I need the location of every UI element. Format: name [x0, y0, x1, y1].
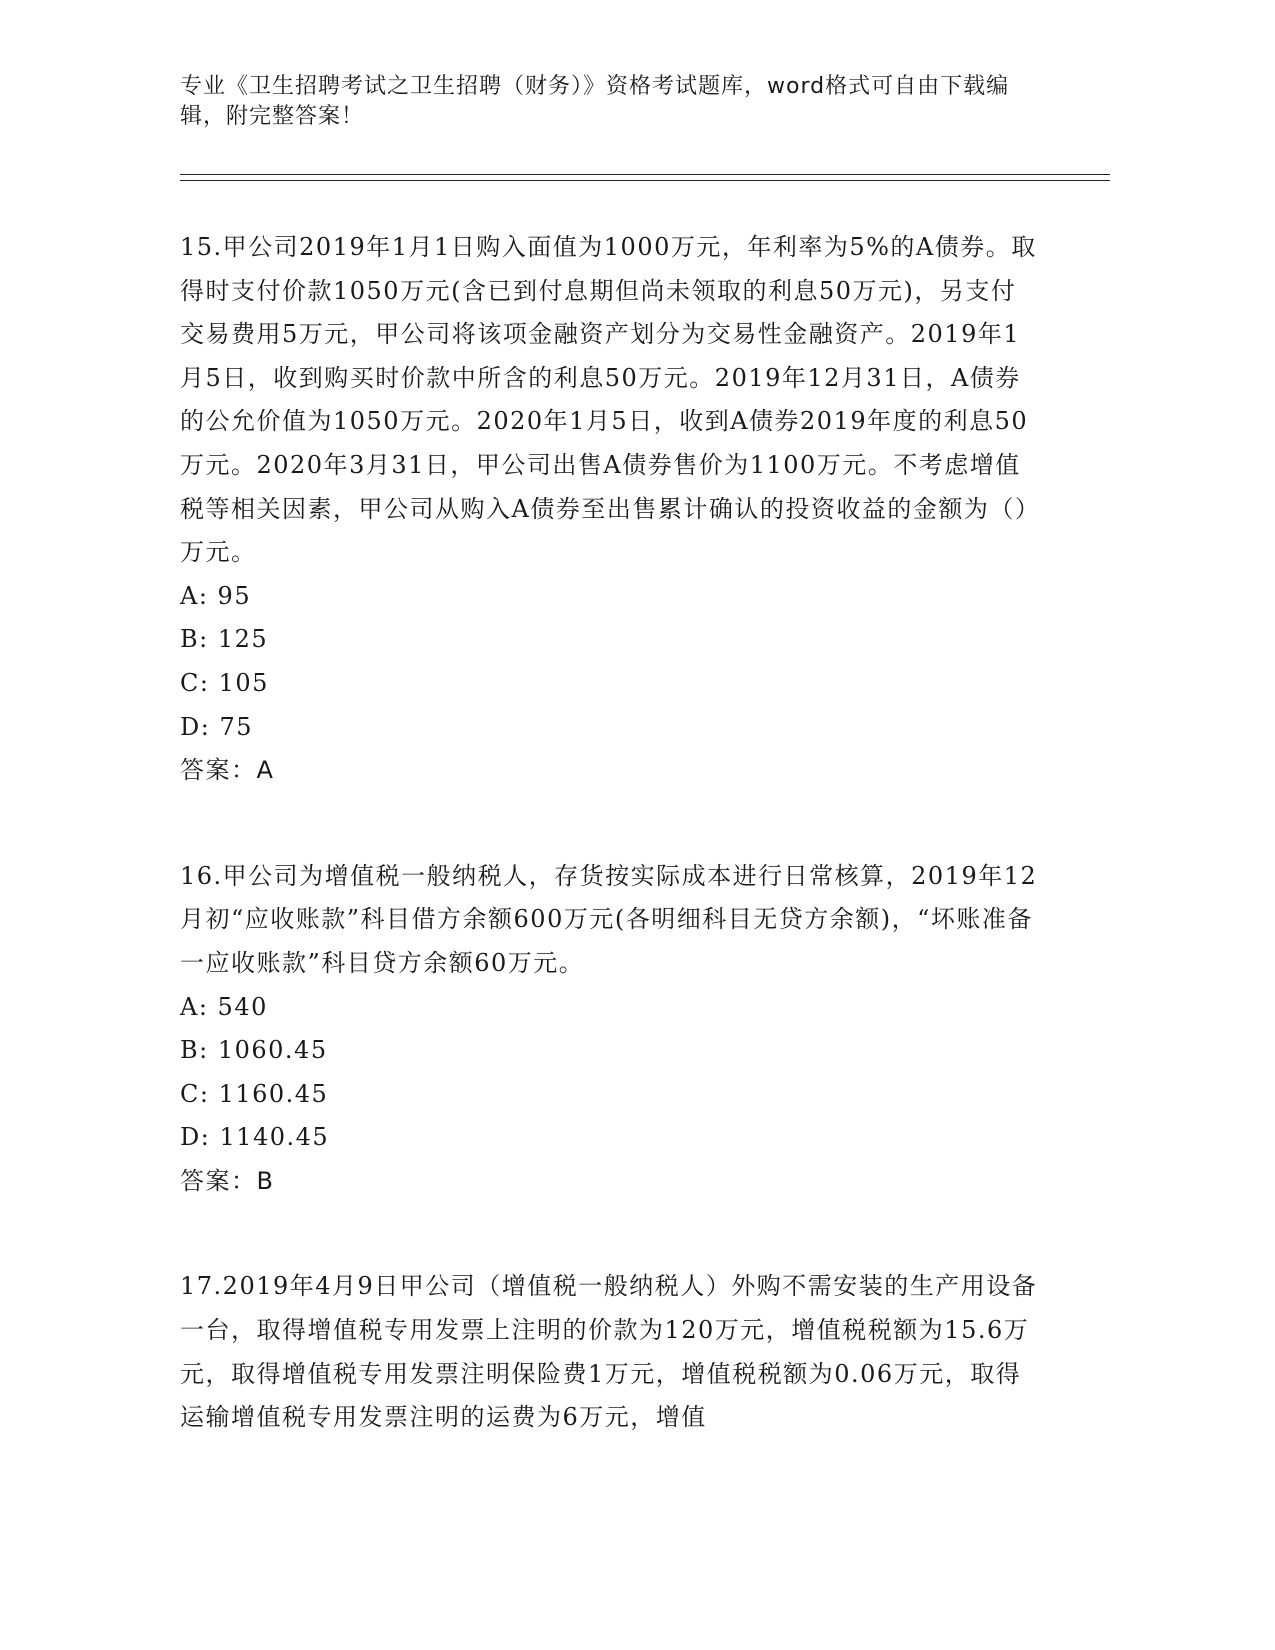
question-text: 16.甲公司为增值税一般纳税人，存货按实际成本进行日常核算，2019年12月初“应收账款”科目借方余额600万元(各明细科目无贷方余额)，“坏账准备一应收账款”科目贷方余额60万元。	[180, 861, 1038, 977]
question-text: 17.2019年4月9日甲公司（增值税一般纳税人）外购不需安装的生产用设备一台，取得增值税专用发票上注明的价款为120万元，增值税税额为15.6万元，取得增值税专用发票注明保险费1万元，增值税税额为0.06万元，取得运输增值税专用发票注明的运费为6万元，增值	[180, 1272, 1038, 1432]
answer-line: 答案：B	[180, 1166, 275, 1195]
document-header: 专业《卫生招聘考试之卫生招聘（财务）》资格考试题库，word格式可自由下载编辑，附完整答案！	[180, 74, 1010, 129]
option-b: B: 1060.45	[180, 1036, 328, 1065]
header-rule-bottom	[180, 180, 1110, 181]
option-c: C: 105	[180, 668, 269, 697]
option-d: D: 75	[180, 712, 253, 741]
option-d: D: 1140.45	[180, 1123, 330, 1152]
option-a: A: 540	[180, 992, 268, 1021]
option-a: A: 95	[180, 581, 252, 610]
question-16	[180, 855, 1040, 1204]
question-17	[180, 1265, 1040, 1439]
header-rule-top	[180, 174, 1110, 175]
question-text: 15.甲公司2019年1月1日购入面值为1000万元，年利率为5%的A债券。取得时支付价款1050万元(含已到付息期但尚未领取的利息50万元)，另支付交易费用5万元，甲公司将该项金融资产划分为交易性金融资产。2019年1月5日，收到购买时价款中所含的利息50万元。2019年12月31日，A债券的公允价值为1050万元。2020年1月5日，收到A债券2019年度的利息50万元。2020年3月31日，甲公司出售A债券售价为1100万元。不考虑增值税等相关因素，甲公司从购入A债券至出售累计确认的投资收益的金额为（）万元。	[180, 233, 1037, 567]
question-15	[180, 226, 1040, 793]
question-list	[180, 226, 1040, 1502]
option-c: C: 1160.45	[180, 1079, 329, 1108]
option-b: B: 125	[180, 625, 269, 654]
answer-line: 答案：A	[180, 756, 275, 785]
